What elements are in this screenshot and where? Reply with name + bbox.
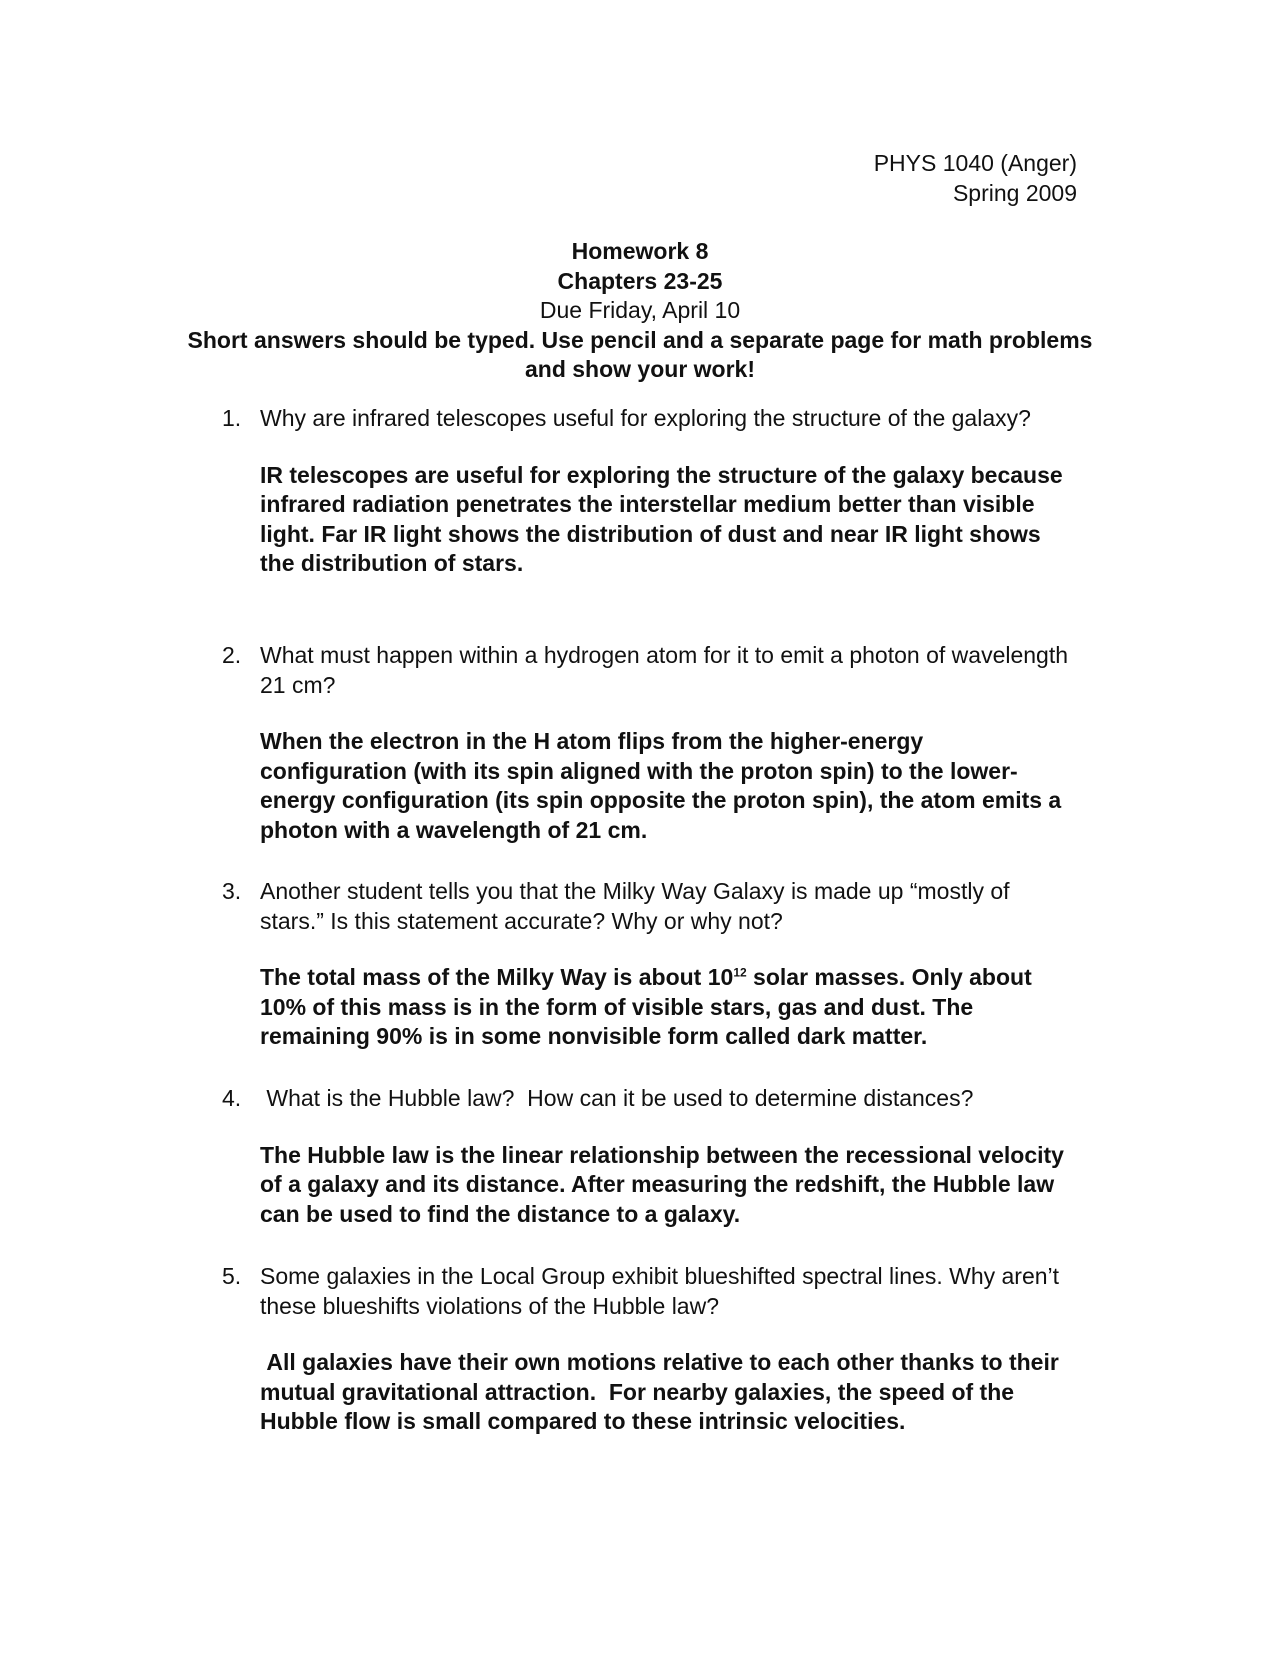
question-number: 1. bbox=[222, 405, 242, 431]
question-number: 5. bbox=[222, 1263, 242, 1289]
chapters-title: Chapters 23-25 bbox=[557, 267, 723, 294]
question-number: 3. bbox=[222, 878, 242, 904]
due-date: Due Friday, April 10 bbox=[539, 297, 741, 323]
title-block bbox=[180, 237, 1100, 385]
question-1 bbox=[222, 404, 1072, 579]
question-2 bbox=[222, 641, 1072, 845]
question-number: 4. bbox=[222, 1085, 242, 1111]
answer-text-start: The total mass of the Milky Way is about 10 bbox=[260, 964, 734, 990]
question-text: Why are infrared telescopes useful for exploring the structure of the galaxy? bbox=[260, 405, 1031, 431]
question-text: Another student tells you that the Milky Way Galaxy is made up “mostly of stars.” Is this statement accurate? Why or why not? bbox=[260, 878, 1010, 934]
question-3 bbox=[222, 877, 1072, 1052]
answer-text bbox=[260, 963, 1072, 1052]
course-name: PHYS 1040 (Anger) bbox=[873, 150, 1077, 176]
question-5 bbox=[222, 1262, 1072, 1437]
instructions: Short answers should be typed. Use pencil and a separate page for math problems and show your work! bbox=[187, 326, 1093, 382]
question-text: Some galaxies in the Local Group exhibit blueshifted spectral lines. Why aren’t these blueshifts violations of the Hubble law? bbox=[260, 1263, 1060, 1319]
answer-text: All galaxies have their own motions relative to each other thanks to their mutual gravitational attraction. For nearby galaxies, the speed of the Hubble flow is small compared to these intrinsic velocities. bbox=[260, 1349, 1066, 1434]
answer-text-end: solar masses. Only about 10% of this mass is in the form of visible stars, gas and dust. The remaining 90% is in some nonvisible form called dark matter. bbox=[260, 964, 1032, 1049]
question-4 bbox=[222, 1084, 1072, 1229]
homework-title: Homework 8 bbox=[571, 238, 709, 264]
question-text: What must happen within a hydrogen atom for it to emit a photon of wavelength 21 cm? bbox=[260, 642, 1069, 698]
question-text: What is the Hubble law? How can it be used to determine distances? bbox=[260, 1085, 974, 1111]
answer-text: When the electron in the H atom flips from the higher-energy configuration (with its spin aligned with the proton spin) to the lower-energy configuration (its spin opposite the proton spin), the atom emits a photon with a wavelength of 21 cm. bbox=[260, 728, 1062, 843]
answer-text: IR telescopes are useful for exploring the structure of the galaxy because infrared radiation penetrates the interstellar medium better than visible light. Far IR light shows the distribution of dust and near IR light shows the distribution of stars. bbox=[260, 461, 1063, 576]
course-header bbox=[874, 148, 1077, 208]
course-term: Spring 2009 bbox=[952, 180, 1077, 206]
exponent: 12 bbox=[733, 965, 747, 980]
question-number: 2. bbox=[222, 642, 242, 668]
answer-text: The Hubble law is the linear relationship between the recessional velocity of a galaxy and its distance. After measuring the redshift, the Hubble law can be used to find the distance to a galaxy. bbox=[260, 1141, 1064, 1227]
